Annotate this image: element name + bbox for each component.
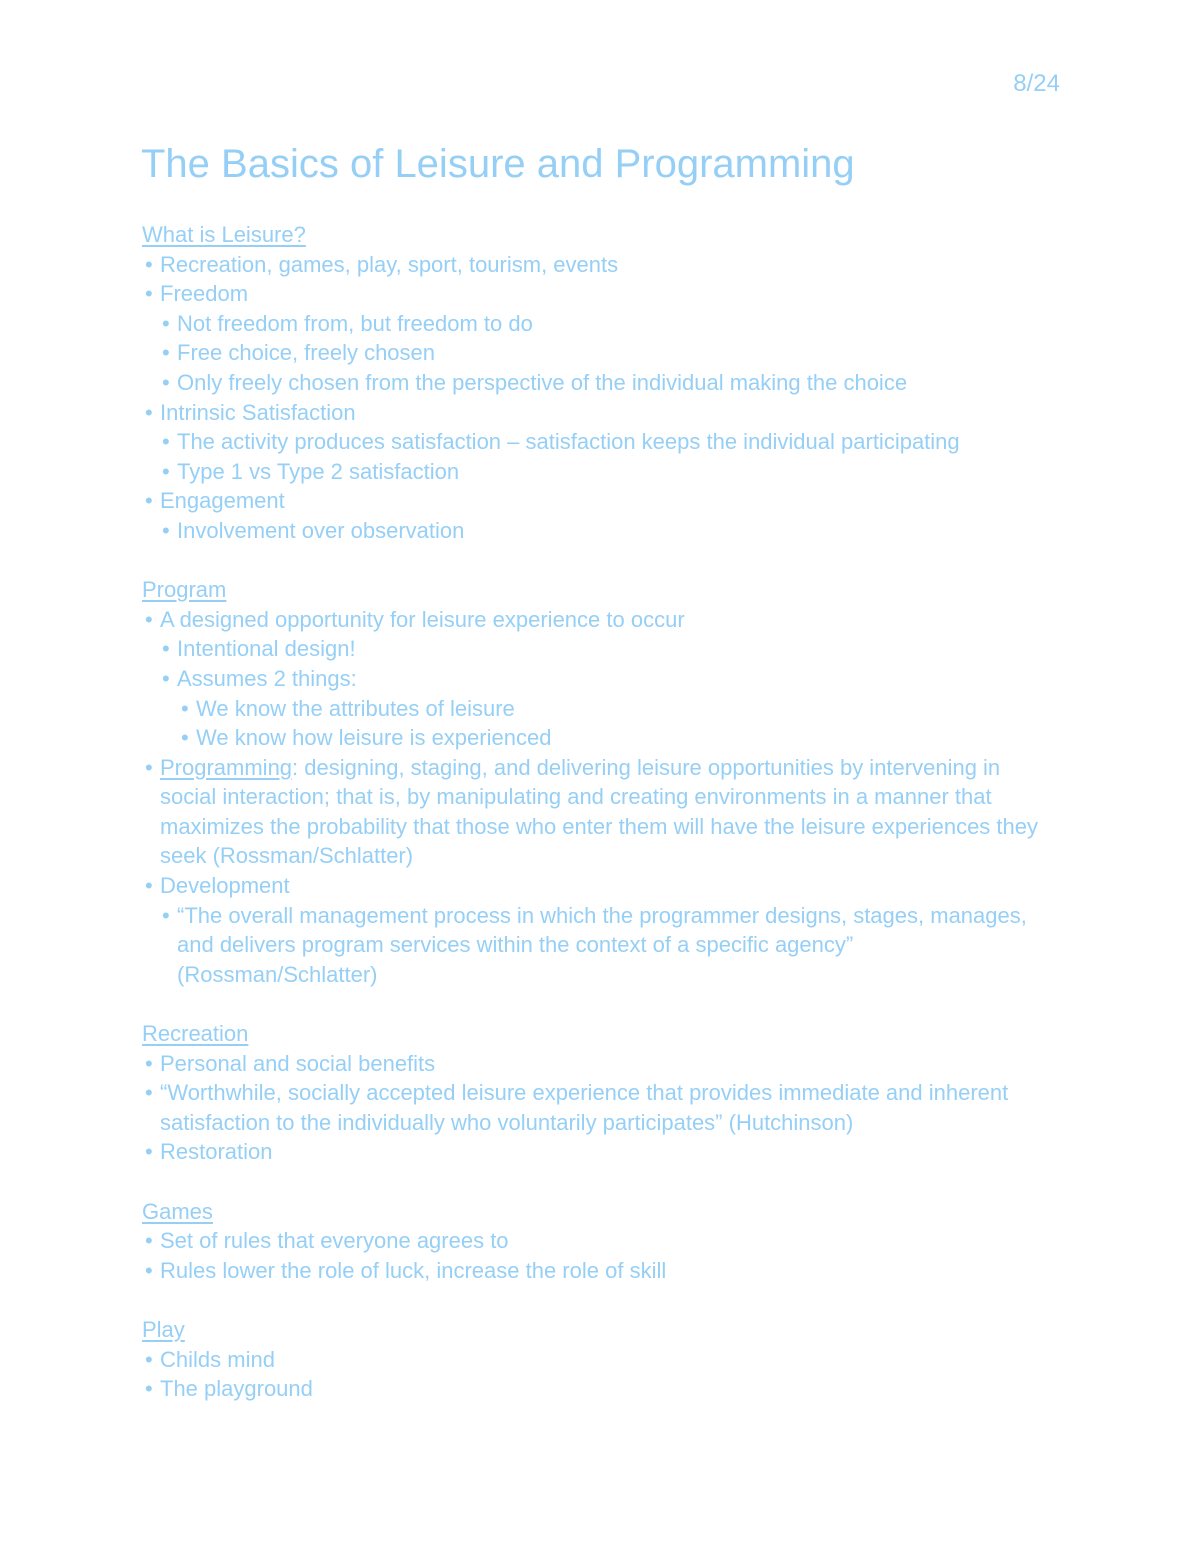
bullet-text: Recreation, games, play, sport, tourism, events: [160, 251, 619, 277]
bullet-text: Assumes 2 things:: [177, 665, 357, 691]
bullet-item: [142, 398, 1047, 428]
section-heading: What is Leisure?: [142, 222, 306, 247]
bullet-text: “The overall management process in which the programmer designs, stages, manages, and delivers program services within the context of a specific agency” (Rossman/Schlatter): [177, 902, 1027, 987]
bullet-item: [178, 723, 1047, 753]
bullet-text: Development: [160, 873, 290, 899]
section-heading: Program: [142, 577, 227, 603]
bullet-item: [159, 901, 1047, 990]
bullet-item: [142, 1345, 1047, 1375]
bullet-text: Rules lower the role of luck, increase the role of skill: [160, 1257, 667, 1283]
bullet-icon: •: [145, 399, 153, 425]
bullet-icon: •: [162, 902, 170, 928]
bullet-icon: •: [145, 488, 153, 514]
bullet-text: Freedom: [160, 281, 249, 307]
page-number: 8/24: [1013, 70, 1060, 97]
section-recreation: [142, 1019, 1047, 1167]
bullet-text: We know how leisure is experienced: [196, 725, 552, 751]
bullet-item: [142, 1049, 1047, 1079]
defined-term: Programming: [160, 754, 293, 780]
bullet-item: [142, 871, 1047, 901]
section-what-is-leisure: [142, 220, 1047, 546]
bullet-text: We know the attributes of leisure: [196, 695, 515, 721]
bullet-item: [159, 516, 1047, 546]
section-program: [142, 575, 1047, 989]
bullet-item: [159, 309, 1047, 339]
bullet-text: Intrinsic Satisfaction: [160, 399, 356, 425]
bullet-icon: •: [162, 517, 170, 543]
bullet-icon: •: [145, 1346, 153, 1372]
bullet-icon: •: [162, 665, 170, 691]
bullet-item: [142, 1226, 1047, 1256]
bullet-icon: •: [181, 695, 189, 721]
bullet-icon: •: [162, 310, 170, 336]
bullet-icon: •: [145, 606, 153, 632]
bullet-text: : designing, staging, and delivering leisure opportunities by intervening in social interaction; that is, by manipulating and creating environments in a manner that maximizes the probability that those who enter them will have the leisure experiences they seek (Rossman/Schlatter): [160, 754, 1039, 869]
bullet-item: [142, 1256, 1047, 1286]
bullet-text: Involvement over observation: [177, 517, 465, 543]
bullet-text: Type 1 vs Type 2 satisfaction: [177, 458, 460, 484]
section-heading: Games: [142, 1198, 213, 1224]
document-title: The Basics of Leisure and Programming: [141, 142, 855, 186]
bullet-text: Only freely chosen from the perspective of the individual making the choice: [177, 369, 908, 395]
bullet-icon: •: [181, 725, 189, 751]
bullet-item: [178, 694, 1047, 724]
bullet-item: [159, 368, 1047, 398]
section-heading: Recreation: [142, 1021, 249, 1047]
bullet-item: [142, 250, 1047, 280]
bullet-icon: •: [145, 754, 153, 780]
bullet-text: Personal and social benefits: [160, 1050, 436, 1076]
bullet-icon: •: [162, 369, 170, 395]
bullet-icon: •: [162, 458, 170, 484]
notes-content: [142, 220, 1047, 1433]
bullet-icon: •: [162, 429, 170, 455]
bullet-item: [159, 338, 1047, 368]
section-heading: Play: [142, 1316, 185, 1342]
bullet-text: Engagement: [160, 488, 285, 514]
bullet-icon: •: [145, 1376, 153, 1402]
bullet-item: [159, 634, 1047, 664]
bullet-icon: •: [145, 873, 153, 899]
bullet-icon: •: [145, 1139, 153, 1165]
bullet-item: [142, 753, 1047, 871]
bullet-text: The playground: [160, 1376, 313, 1402]
bullet-text: Not freedom from, but freedom to do: [177, 310, 533, 336]
bullet-text: The activity produces satisfaction – satisfaction keeps the individual participating: [177, 429, 960, 455]
bullet-icon: •: [145, 1257, 153, 1283]
bullet-icon: •: [145, 1050, 153, 1076]
bullet-icon: •: [145, 1080, 153, 1106]
bullet-text: Free choice, freely chosen: [177, 340, 436, 366]
bullet-item: [159, 664, 1047, 694]
bullet-icon: •: [145, 251, 153, 277]
bullet-icon: •: [145, 281, 153, 307]
section-games: [142, 1197, 1047, 1286]
section-play: [142, 1315, 1047, 1404]
bullet-icon: •: [162, 340, 170, 366]
bullet-icon: •: [162, 636, 170, 662]
bullet-text: Childs mind: [160, 1346, 275, 1372]
bullet-item: [142, 1374, 1047, 1404]
bullet-text: A designed opportunity for leisure experience to occur: [160, 606, 685, 632]
bullet-item: [142, 1078, 1047, 1137]
bullet-text: Intentional design!: [177, 636, 356, 662]
bullet-item: [159, 427, 1047, 457]
bullet-text: Set of rules that everyone agrees to: [160, 1228, 509, 1254]
bullet-text: Restoration: [160, 1139, 273, 1165]
bullet-item: [142, 486, 1047, 516]
bullet-icon: •: [145, 1228, 153, 1254]
bullet-item: [142, 605, 1047, 635]
bullet-item: [159, 457, 1047, 487]
bullet-text: “Worthwhile, socially accepted leisure experience that provides immediate and inherent satisfaction to the individually who voluntarily participates” (Hutchinson): [160, 1080, 1009, 1135]
bullet-item: [142, 1137, 1047, 1167]
bullet-item: [142, 279, 1047, 309]
